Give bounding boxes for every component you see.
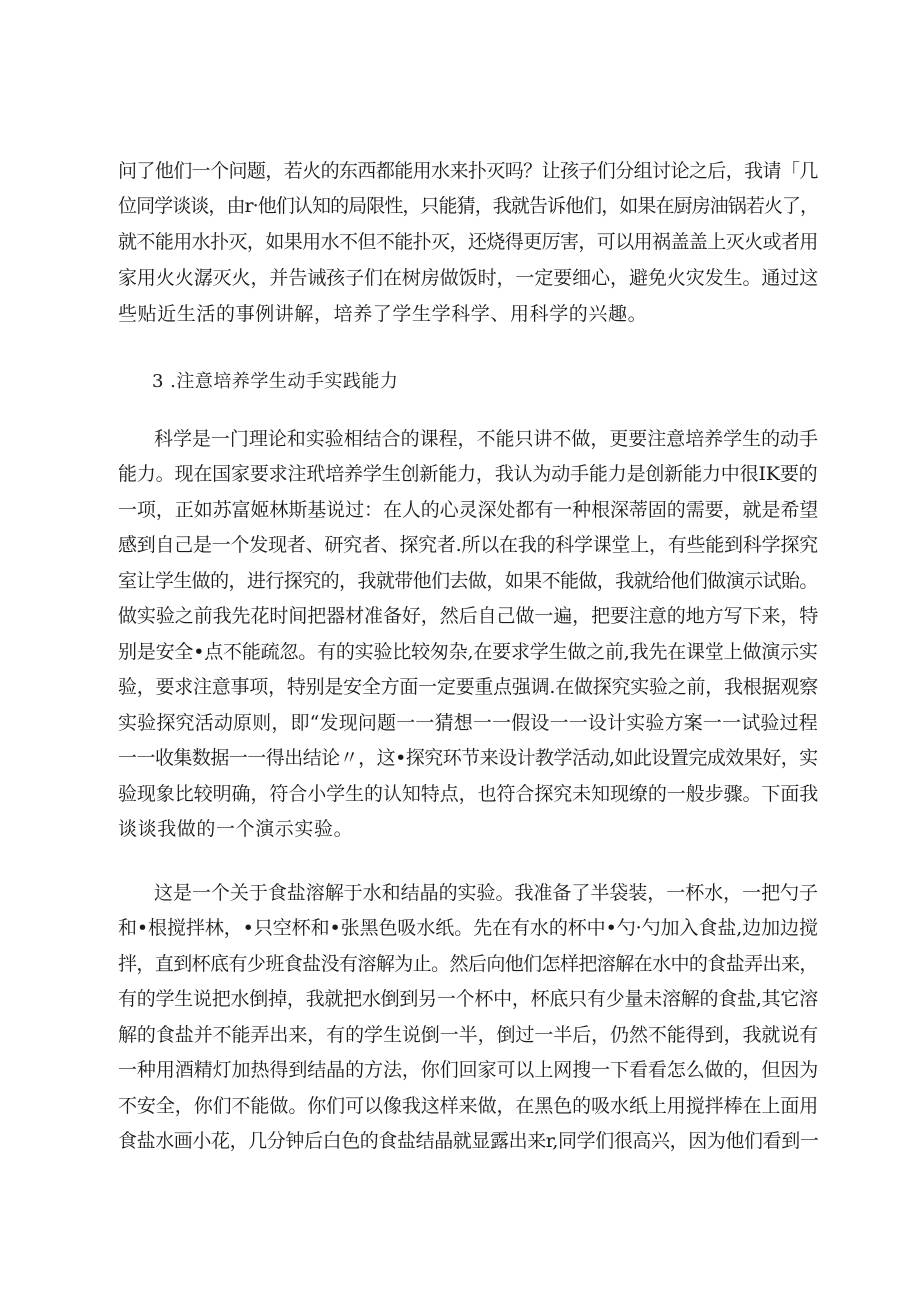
text-line: 验，要求注意事项，特别是安全方面一定要重点强调.在做探究实验之前，我根据观察 bbox=[118, 676, 818, 698]
text-line: 一种用酒精灯加热得到结晶的方法，你们回家可以上网搜一下看看怎么做的，但因为 bbox=[118, 1059, 819, 1081]
text-line: 做实验之前我先花时间把器材准备好，然后自己做一遍，把要注意的地方写下来，特 bbox=[118, 605, 819, 627]
text-line: 一项，正如苏富姬林斯基说过：在人的心灵深处都有一种根深蒂固的需要，就是希望 bbox=[118, 499, 819, 521]
text-line: 感到自己是一个发现者、研究者、探究者.所以在我的科学课堂上，有些能到科学探究 bbox=[118, 534, 818, 556]
text-line: 室让学生做的，进行探究的，我就带他们去做，如果不能做，我就给他们做演示试貽。 bbox=[118, 570, 818, 592]
section-heading: 3 .注意培养学生动手实践能力 bbox=[152, 371, 399, 392]
text-line: 实验探究活动原则，即“发现问题一一猜想一一假设一一设计实验方案一一试验过程 bbox=[118, 712, 818, 734]
text-line: 问了他们一个问题，若火的东西都能用水来扑灭吗？让孩子们分组讨论之后，我请「几 bbox=[118, 160, 818, 182]
text-line: 不安全，你们不能做。你们可以像我这样来做，在黑色的吸水纸上用搅拌棒在上面用 bbox=[118, 1095, 819, 1117]
text-line: 科学是一门理论和实验相结合的课程，不能只讲不做，更要注意培养学生的动手 bbox=[154, 428, 819, 450]
text-line: 解的食盐并不能弄出来，有的学生说倒一半，倒过一半后，仍然不能得到，我就说有 bbox=[118, 1024, 819, 1046]
text-line: 些贴近生活的事例讲解，培养了学生学科学、用科学的兴趣。 bbox=[118, 303, 648, 325]
text-line: 位同学谈谈，由r·他们认知的局限性，只能猜，我就告诉他们，如果在厨房油锅若火了， bbox=[118, 195, 819, 217]
text-line: 一一收集数据一一得出结论〃，这•探究环节来设计教学活动,如此设置完成效果好，实 bbox=[118, 747, 818, 769]
text-line: 验现象比较明确，符合小学生的认知特点，也符合探究未知现缭的一般步骤。下面我 bbox=[118, 783, 819, 805]
text-line: 和•根搅拌林，•只空杯和•张黑色吸水纸。先在有水的杯中•勺·勺加入食盐,边加边搅 bbox=[118, 917, 818, 939]
text-line: 别是安全•点不能疏忽。有的实验比较匆杂,在要求学生做之前,我先在课堂上做演示实 bbox=[118, 641, 818, 663]
text-line: 谈谈我做的一个演示实验。 bbox=[118, 818, 354, 840]
text-line: 家用火火潺灭火，并告诫孩子们在树房做饭时，一定要细心，避免火灾发生。通过这 bbox=[118, 267, 819, 289]
text-line: 这是一个关于食盐溶解于水和结晶的实验。我准备了半袋装，一杯水，一把勺子 bbox=[154, 882, 819, 904]
text-line: 食盐水画小花，几分钟后白色的食盐结晶就显露出来r,同学们很高兴，因为他们看到一 bbox=[118, 1130, 819, 1152]
text-line: 拌，直到杯底有少班食盐没有溶解为止。然后向他们怎样把溶解在水中的食盐弄出来， bbox=[118, 953, 818, 975]
text-line: 有的学生说把水倒掉，我就把水倒到另一个杯中，杯底只有少量未溶解的食盐,其它溶 bbox=[118, 988, 818, 1010]
text-line: 能力。现在国家要求注玳培养学生创新能力，我认为动手能力是创新能力中很IK要的 bbox=[118, 463, 818, 485]
text-line: 就不能用水扑灭，如果用水不但不能扑灭，还烧得更厉害，可以用祸盖盖上灭火或者用 bbox=[118, 231, 818, 253]
